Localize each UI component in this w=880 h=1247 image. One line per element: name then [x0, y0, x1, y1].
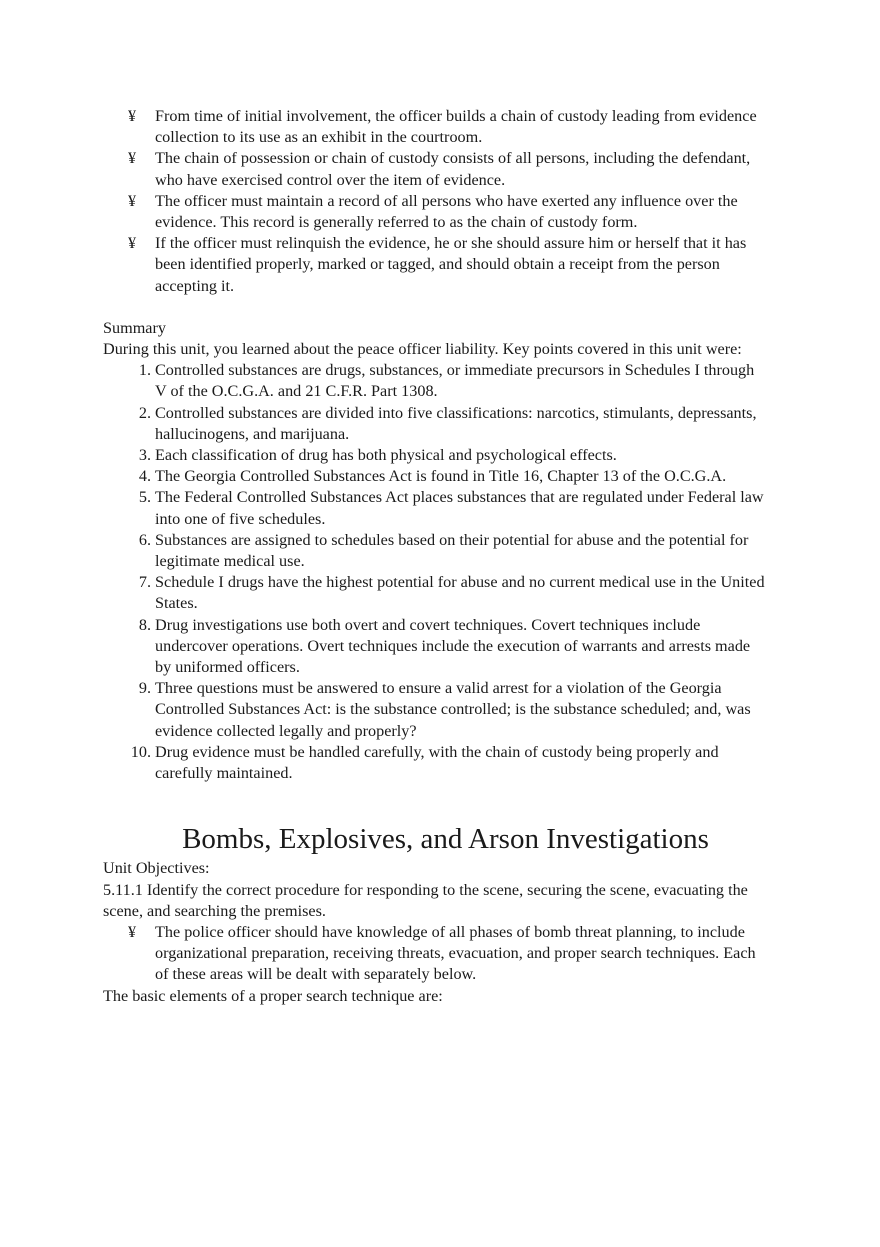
- item-text: Drug investigations use both overt and covert techniques. Covert techniques include undercover operations. Overt techniques include the execution of warrants and arrests made by uniformed officers.: [155, 615, 751, 677]
- item-text: Three questions must be answered to ensure a valid arrest for a violation of the Georgia Controlled Substances Act: is the substance controlled; is the substance scheduled; and, was evidence collected legally and properly?: [155, 679, 751, 740]
- list-item: [103, 572, 768, 614]
- item-number: 6.: [138, 530, 151, 549]
- item-number: 10.: [130, 742, 151, 761]
- list-item: [103, 233, 768, 297]
- item-text: Each classification of drug has both physical and psychological effects.: [155, 446, 617, 465]
- item-number: 7.: [138, 573, 151, 592]
- summary-title: Summary: [103, 318, 166, 337]
- objectives-label: Unit Objectives:: [103, 859, 210, 878]
- list-item: [103, 360, 768, 402]
- bullet-text: The police officer should have knowledge of all phases of bomb threat planning, to include organizational preparation, receiving threats, evacuation, and proper search techniques. Each of these areas will be dealt with separately below.: [155, 922, 756, 984]
- section-heading: Bombs, Explosives, and Arson Investigations: [182, 823, 709, 856]
- bullet-mark: ¥: [128, 149, 137, 168]
- spacer: [103, 784, 768, 820]
- item-text: Controlled substances are divided into five classifications: narcotics, stimulants, depressants, hallucinogens, and marijuana.: [155, 403, 757, 443]
- item-text: Schedule I drugs have the highest potential for abuse and no current medical use in the United States.: [155, 573, 765, 613]
- item-number: 1.: [138, 361, 151, 380]
- spacer: [103, 297, 768, 318]
- item-text: The Federal Controlled Substances Act places substances that are regulated under Federal law into one of five schedules.: [155, 488, 764, 528]
- item-text: Substances are assigned to schedules based on their potential for abuse and the potential for legitimate medical use.: [155, 530, 749, 571]
- list-item: [103, 403, 768, 445]
- item-text: Drug evidence must be handled carefully, with the chain of custody being properly and carefully maintained.: [155, 742, 719, 783]
- list-item: [103, 487, 768, 529]
- bullet-mark: ¥: [128, 922, 137, 941]
- bullet-text: The chain of possession or chain of custody consists of all persons, including the defendant, who have exercised control over the item of evidence.: [155, 149, 751, 189]
- item-text: The Georgia Controlled Substances Act is found in Title 16, Chapter 13 of the O.C.G.A.: [155, 467, 727, 486]
- bullet-text: The officer must maintain a record of all persons who have exerted any influence over the evidence. This record is generally referred to as the chain of custody form.: [155, 191, 738, 232]
- item-number: 8.: [138, 615, 151, 634]
- item-number: 3.: [138, 446, 151, 465]
- bullet-mark: ¥: [128, 107, 137, 125]
- closing-text: The basic elements of a proper search technique are:: [103, 986, 443, 1005]
- summary-intro: During this unit, you learned about the peace officer liability. Key points covered in this unit were:: [103, 340, 742, 359]
- objective-text: 5.11.1 Identify the correct procedure for responding to the scene, securing the scene, evacuating the scene, and searching the premises.: [103, 880, 748, 920]
- list-item: [103, 148, 768, 190]
- list-item: [103, 678, 768, 742]
- bomb-planning-list: [103, 922, 768, 986]
- item-number: 5.: [138, 488, 151, 507]
- item-number: 9.: [138, 679, 151, 698]
- list-item: [103, 191, 768, 233]
- list-item: [103, 445, 768, 466]
- bullet-mark: ¥: [128, 191, 137, 210]
- list-item: [103, 530, 768, 572]
- bullet-mark: ¥: [128, 234, 137, 253]
- item-text: Controlled substances are drugs, substances, or immediate precursors in Schedules I through V of the O.C.G.A. and 21 C.F.R. Part 1308.: [155, 361, 755, 401]
- page-content: [103, 106, 768, 1007]
- list-item: [103, 922, 768, 986]
- list-item: [103, 742, 768, 784]
- item-number: 4.: [138, 467, 151, 486]
- bullet-text: If the officer must relinquish the evidence, he or she should assure him or herself that it has been identified properly, marked or tagged, and should obtain a receipt from the person accepting it.: [155, 234, 747, 295]
- bullet-text: From time of initial involvement, the officer builds a chain of custody leading from evidence collection to its use as an exhibit in the courtroom.: [155, 107, 757, 147]
- summary-points-list: [103, 360, 768, 784]
- item-number: 2.: [138, 403, 151, 422]
- chain-of-custody-list: [103, 106, 768, 297]
- list-item: [103, 466, 768, 487]
- list-item: [103, 615, 768, 679]
- list-item: [103, 106, 768, 148]
